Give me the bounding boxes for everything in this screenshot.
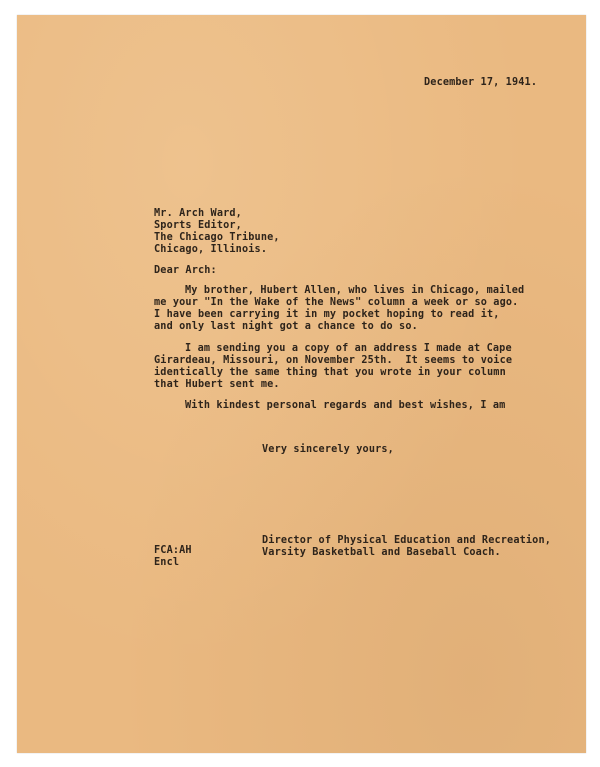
salutation: Dear Arch: xyxy=(154,265,217,276)
reference-initials: FCA:AH xyxy=(154,545,192,556)
paragraph-1-line: me your "In the Wake of the News" column a week or so ago. xyxy=(154,297,519,308)
letter-date: December 17, 1941. xyxy=(424,77,538,88)
letter-page xyxy=(17,15,586,753)
enclosure-note: Encl xyxy=(154,557,180,568)
signature-title-line: Varsity Basketball and Baseball Coach. xyxy=(262,547,501,558)
paragraph-1-line: My brother, Hubert Allen, who lives in Chicago, mailed xyxy=(185,285,525,296)
paragraph-2-line: that Hubert sent me. xyxy=(154,379,280,390)
recipient-line: Sports Editor, xyxy=(154,220,242,231)
recipient-line: Chicago, Illinois. xyxy=(154,244,268,255)
paragraph-1-line: and only last night got a chance to do so. xyxy=(154,321,418,332)
paragraph-1-line: I have been carrying it in my pocket hoping to read it, xyxy=(154,309,500,320)
paragraph-2-line: I am sending you a copy of an address I made at Cape xyxy=(185,343,512,354)
paragraph-3: With kindest personal regards and best wishes, I am xyxy=(185,400,506,411)
paragraph-2-line: identically the same thing that you wrote in your column xyxy=(154,367,506,378)
recipient-line: The Chicago Tribune, xyxy=(154,232,280,243)
closing: Very sincerely yours, xyxy=(262,444,394,455)
paragraph-2-line: Girardeau, Missouri, on November 25th. It seems to voice xyxy=(154,355,513,366)
recipient-line: Mr. Arch Ward, xyxy=(154,208,242,219)
signature-title-line: Director of Physical Education and Recreation, xyxy=(262,535,552,546)
